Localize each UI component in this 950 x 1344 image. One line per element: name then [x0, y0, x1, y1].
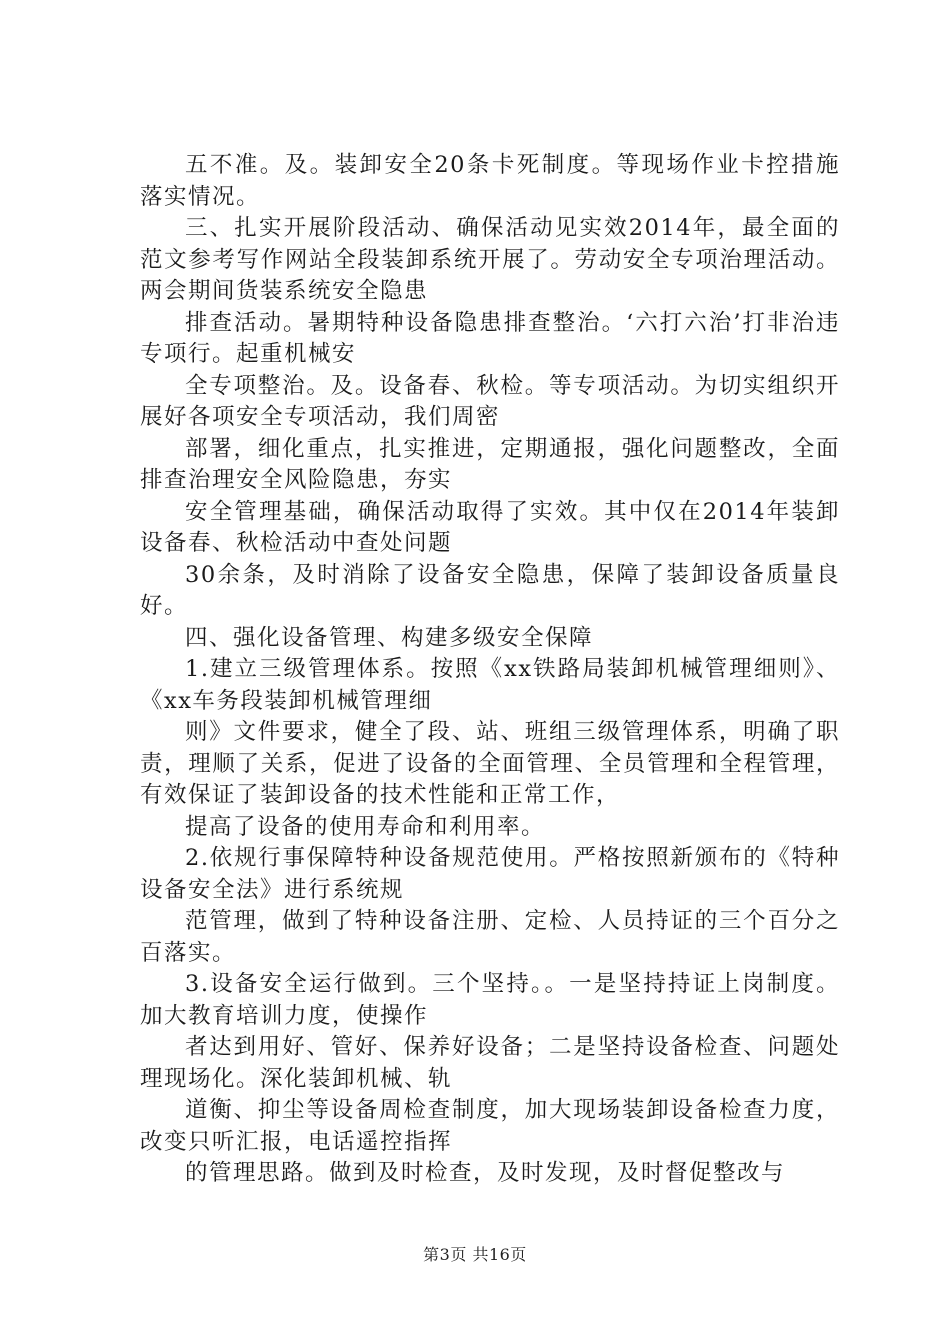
paragraph: 安全管理基础，确保活动取得了实效。其中仅在2014年装卸设备春、秋检活动中查处问题: [140, 498, 840, 556]
paragraph: 则》文件要求，健全了段、站、班组三级管理体系，明确了职责，理顺了关系，促进了设备的全面管理、全员管理和全程管理，有效保证了装卸设备的技术性能和正常工作，: [140, 719, 840, 808]
document-body: [140, 150, 840, 1190]
paragraph: 范管理，做到了特种设备注册、定检、人员持证的三个百分之百落实。: [140, 908, 840, 966]
paragraph: 1.建立三级管理体系。按照《xx铁路局装卸机械管理细则》、《xx车务段装卸机械管理细: [140, 656, 840, 714]
section-heading: 四、强化设备管理、构建多级安全保障: [185, 624, 594, 651]
paragraph: 的管理思路。做到及时检查，及时发现，及时督促整改与: [185, 1160, 786, 1186]
paragraph: 提高了设备的使用寿命和利用率。: [185, 813, 546, 840]
paragraph: 排查活动。暑期特种设备隐患排查整治。‘六打六治’打非治违专项行。起重机械安: [140, 309, 840, 367]
paragraph: 30余条，及时消除了设备安全隐患，保障了装卸设备质量良好。: [140, 561, 840, 619]
paragraph: 3.设备安全运行做到。三个坚持。。一是坚持持证上岗制度。加大教育培训力度，使操作: [140, 971, 840, 1029]
paragraph: 2.依规行事保障特种设备规范使用。严格按照新颁布的《特种设备安全法》进行系统规: [140, 845, 840, 903]
paragraph: 三、扎实开展阶段活动、确保活动见实效2014年，最全面的范文参考写作网站全段装卸系统开展了。劳动安全专项治理活动。两会期间货装系统安全隐患: [140, 215, 840, 304]
paragraph: 者达到用好、管好、保养好设备；二是坚持设备检查、问题处理现场化。深化装卸机械、轨: [140, 1034, 840, 1092]
paragraph: 部署，细化重点，扎实推进，定期通报，强化问题整改，全面排查治理安全风险隐患，夯实: [140, 435, 840, 493]
paragraph: 五不准。及。装卸安全20条卡死制度。等现场作业卡控措施落实情况。: [140, 152, 840, 210]
paragraph: 全专项整治。及。设备春、秋检。等专项活动。为切实组织开展好各项安全专项活动，我们周密: [140, 372, 840, 430]
paragraph: 道衡、抑尘等设备周检查制度，加大现场装卸设备检查力度，改变只听汇报，电话遥控指挥: [140, 1097, 840, 1155]
page-number-footer: 第3页 共16页: [423, 1245, 527, 1264]
